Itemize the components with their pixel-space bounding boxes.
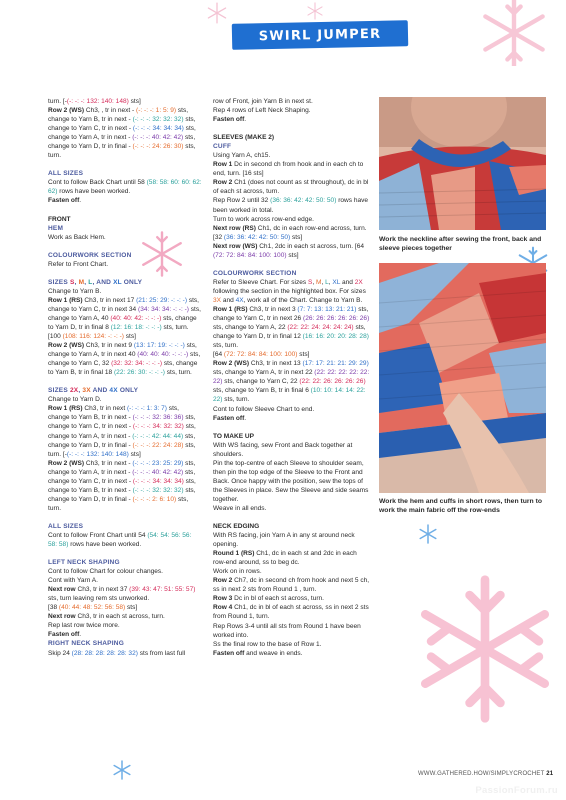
page-number: 21 bbox=[546, 771, 554, 777]
pattern-paragraph: Fasten off. bbox=[213, 116, 247, 124]
pattern-paragraph: Rep Rows 3-4 until all sts from Round 1 have been worked into. bbox=[213, 622, 361, 639]
pattern-paragraph: Row 2 Ch1 (does not count as st throughout), dc in bl of each st across, turn. bbox=[213, 179, 369, 196]
photo-hem-cuff bbox=[379, 263, 546, 493]
section-heading: HEM bbox=[48, 224, 64, 232]
spacer bbox=[48, 206, 202, 215]
banner-title: SWIRL JUMPER bbox=[258, 26, 382, 44]
section-heading: SIZES S, M, L, AND XL ONLY bbox=[48, 278, 143, 286]
page-footer bbox=[418, 771, 553, 777]
snowflake-icon bbox=[408, 572, 562, 726]
pattern-paragraph: Row 1 (RS) Ch3, tr in next 3 (7: 7: 13: 13: 21: 21) sts, change to Yarn C, tr in next 26 (26: 26: 26: 26: 26: 26) sts, change to Yarn A, 22 (22: 22: 24: 24: 24: 24) sts, change to Yarn D, tr in final 12 (16: 16: 20: 20: 28: 28) sts, turn. bbox=[213, 305, 370, 350]
watermark: PassionForum.ru bbox=[475, 785, 558, 796]
pattern-paragraph: [38 (40: 44: 48: 52: 56: 58) sts] bbox=[48, 604, 138, 612]
section-heading: ALL SIZES bbox=[48, 170, 84, 178]
photo-hem-cuff-image bbox=[379, 263, 546, 493]
pattern-paragraph: Fasten off and weave in ends. bbox=[213, 649, 303, 657]
pattern-paragraph: Row 2 (WS) Ch3, , tr in next - (-: -: -: 1: 5: 9) sts, change to Yarn B, tr in next - (-: -: -: 32: 32: 32) sts, change to Yarn C, tr in next - (-: -: -: 34: 34: 34) sts, change to Yarn A, tr in next - (-: -: -: 40: 42: 42) sts, change to Yarn D, tr in final - (-: -: -: 24: 26: 30) sts, turn. bbox=[48, 107, 196, 160]
photo-neckline bbox=[379, 97, 546, 230]
pattern-paragraph: Next row (WS) Ch1, 2dc in each st across, turn. [64 (72: 72: 84: 84: 100: 100) sts] bbox=[213, 242, 364, 259]
pattern-paragraph: Next row Ch3, tr in each st across, turn. bbox=[48, 613, 165, 621]
pattern-paragraph: Ss the final row to the base of Row 1. bbox=[213, 640, 322, 648]
pattern-paragraph: turn. [-(-: -: -: 132: 140: 148) sts] bbox=[48, 98, 141, 105]
pattern-paragraph: Work as Back Hem. bbox=[48, 233, 106, 241]
pattern-paragraph: Turn to work across row-end edge. bbox=[213, 215, 314, 223]
section-heading: COLOURWORK SECTION bbox=[48, 251, 132, 259]
pattern-paragraph: Fasten off. bbox=[213, 414, 247, 422]
section-heading: RIGHT NECK SHAPING bbox=[48, 640, 124, 648]
pattern-paragraph: Refer to Sleeve Chart. For sizes S, M, L, XL and 2X following the section in the highlighted box. For sizes 3X and 4X, work all of the Chart. Change to Yarn B. bbox=[213, 278, 366, 304]
pattern-column-middle bbox=[213, 97, 370, 658]
spacer bbox=[48, 377, 202, 386]
pattern-paragraph: Cont to follow Front Chart until 54 (54: 54: 56: 56: 58: 58) rows have been worked. bbox=[48, 531, 192, 549]
pattern-paragraph: Cont to follow Sleeve Chart to end. bbox=[213, 405, 315, 413]
part-heading: NECK EDGING bbox=[213, 523, 260, 531]
pattern-paragraph: Row 1 Dc in second ch from hook and in each ch to end, turn. [16 sts] bbox=[213, 161, 364, 178]
pattern-paragraph: Round 1 (RS) Ch1, dc in each st and 2dc in each row-end around, ss to beg dc. bbox=[213, 550, 357, 567]
spacer bbox=[213, 260, 370, 269]
pattern-paragraph: Row 1 (RS) Ch3, tr in next (-: -: -: 1: 3: 7) sts, change to Yarn B, tr in next - (-: -: -: 32: 36: 36) sts, change to Yarn C, tr in next - (-: -: -: 34: 32: 32) sts, change to Yarn A, tr in next - (-: -: -: 42: 44: 44) sts, change to Yarn D, tr in final - (-: -: -: 22: 24: 28) sts, turn. [-(-: -: -: 132: 140: 148) sts] bbox=[48, 405, 196, 458]
pattern-paragraph: Using Yarn A, ch15. bbox=[213, 152, 271, 160]
pattern-paragraph: Next row Ch3, tr in next 37 (39: 43: 47: 51: 55: 57) sts, turn leaving rem sts unworked. bbox=[48, 586, 196, 603]
pattern-paragraph: Fasten off. bbox=[48, 631, 82, 639]
spacer bbox=[48, 160, 202, 169]
spacer bbox=[48, 242, 202, 251]
snowflake-icon bbox=[112, 760, 132, 780]
pattern-paragraph: Work on in rows. bbox=[213, 568, 262, 576]
pattern-paragraph: Row 2 (WS) Ch3, tr in next 13 (17: 17: 21: 21: 29: 29) sts, change to Yarn A, tr in next 22 (22: 22: 22: 22: 22: 22) sts, change to Yarn C, 22 (22: 22: 26: 26: 26: 26) sts, change to Yarn B, tr in final 6 (10: 10: 14: 14: 22: 22) sts, turn. bbox=[213, 360, 370, 404]
spacer bbox=[48, 269, 202, 278]
photo-caption-bottom: Work the hem and cuffs in short rows, then turn to work the main fabric off the row-ends bbox=[379, 498, 543, 514]
section-heading: COLOURWORK SECTION bbox=[213, 269, 297, 277]
pattern-paragraph: Fasten off. bbox=[48, 197, 82, 205]
footer-url: WWW.GATHERED.HOW/SIMPLYCROCHET bbox=[418, 771, 545, 777]
pattern-paragraph: Row 2 (WS) Ch3, tr in next - (-: -: -: 23: 25: 29) sts, change to Yarn A, tr in next - (-: -: -: 40: 42: 42) sts, change to Yarn C, tr in next - (-: -: -: 34: 34: 34) sts, change to Yarn B, tr in next - (-: -: -: 32: 32: 32) sts, change to Yarn D, tr in final - (-: -: -: 2: 6: 10) sts, turn. bbox=[48, 459, 196, 512]
pattern-paragraph: Skip 24 (28: 28: 28: 28: 28: 32) sts from last full bbox=[48, 649, 186, 657]
pattern-paragraph: Rep Row 2 until 32 (36: 36: 42: 42: 50: 50) rows have been worked in total. bbox=[213, 197, 369, 214]
pattern-paragraph: Pin the top-centre of each Sleeve to shoulder seam, then pin the top edge of the Sleeve to the Front and Back. Once happy with the position, sew the tops of the Sleeves in place. Sew the Sleeve and side seams together. bbox=[213, 459, 369, 503]
part-heading: FRONT bbox=[48, 215, 71, 223]
pattern-paragraph: Next row (RS) Ch1, dc in each row-end across, turn. [32 (36: 36: 42: 42: 50: 50) sts] bbox=[213, 224, 367, 241]
pattern-paragraph: Cont with Yarn A. bbox=[48, 577, 98, 585]
pattern-paragraph: Row 4 Ch1, dc in bl of each st across, ss in next 2 sts from Round 1, turn. bbox=[213, 604, 369, 621]
part-heading: SLEEVES (MAKE 2) bbox=[213, 134, 275, 142]
pattern-paragraph: With WS facing, sew Front and Back together at shoulders. bbox=[213, 441, 353, 458]
snowflake-icon bbox=[306, 2, 324, 20]
pattern-paragraph: Change to Yarn B. bbox=[48, 287, 102, 295]
part-heading: TO MAKE UP bbox=[213, 432, 254, 440]
pattern-paragraph: Cont to follow Chart for colour changes. bbox=[48, 568, 163, 576]
pattern-paragraph: Refer to Front Chart. bbox=[48, 260, 109, 268]
section-heading: ALL SIZES bbox=[48, 522, 84, 530]
section-heading: SIZES 2X, 3X AND 4X ONLY bbox=[48, 387, 139, 395]
section-banner bbox=[232, 20, 409, 50]
spacer bbox=[213, 513, 370, 522]
pattern-paragraph: Row 1 (RS) Ch3, tr in next 17 (21: 25: 29: -: -: -) sts, change to Yarn C, tr in next 34 (34: 34: 34: -: -: -) sts, change to Yarn A, 40 (40: 40: 42: -: -: -) sts, change to Yarn D, tr in final 8 (12: 16: 18: -: -: -) sts, turn. [100 (108: 116: 124: -: -: -) sts] bbox=[48, 296, 201, 341]
section-heading: LEFT NECK SHAPING bbox=[48, 559, 120, 567]
pattern-paragraph: [64 (72: 72: 84: 84: 100: 100) sts] bbox=[213, 351, 310, 359]
pattern-paragraph: Weave in all ends. bbox=[213, 504, 267, 512]
snowflake-icon bbox=[206, 2, 228, 24]
pattern-paragraph: Rep 4 rows of Left Neck Shaping. bbox=[213, 107, 311, 115]
pattern-paragraph: Row 2 (WS) Ch3, tr in next 9 (13: 17: 19: -: -: -) sts, change to Yarn A, tr in next 40 (40: 40: 40: -: -: -) sts, change to Yarn C, 32 (32: 32: 34: -: -: -) sts, change to Yarn B, tr in final 18 (22: 26: 30: -: -: -) sts, turn. bbox=[48, 342, 201, 377]
pattern-paragraph: Cont to follow Back Chart until 58 (58: 58: 60: 60: 62: 62) rows have been worked. bbox=[48, 179, 202, 196]
photo-caption-top: Work the neckline after sewing the front, back and sleeve pieces together bbox=[379, 236, 542, 252]
pattern-column-left bbox=[48, 97, 202, 658]
snowflake-icon bbox=[418, 524, 438, 544]
pattern-paragraph: Row 3 Dc in bl of each st across, turn. bbox=[213, 595, 324, 603]
snowflake-icon bbox=[468, 0, 560, 66]
spacer bbox=[48, 549, 202, 558]
spacer bbox=[213, 124, 370, 133]
section-heading: CUFF bbox=[213, 143, 232, 151]
pattern-paragraph: Row 2 Ch7, dc in second ch from hook and next 5 ch, ss in next 2 sts from Round 1 , turn. bbox=[213, 577, 370, 594]
pattern-paragraph: With RS facing, join Yarn A in any st around neck opening. bbox=[213, 532, 355, 549]
pattern-paragraph: Rep last row twice more. bbox=[48, 622, 120, 630]
pattern-paragraph: row of Front, join Yarn B in next st. bbox=[213, 98, 313, 105]
photo-neckline-image bbox=[379, 97, 546, 230]
spacer bbox=[48, 513, 202, 522]
spacer bbox=[213, 423, 370, 432]
pattern-paragraph: Change to Yarn D. bbox=[48, 396, 102, 404]
